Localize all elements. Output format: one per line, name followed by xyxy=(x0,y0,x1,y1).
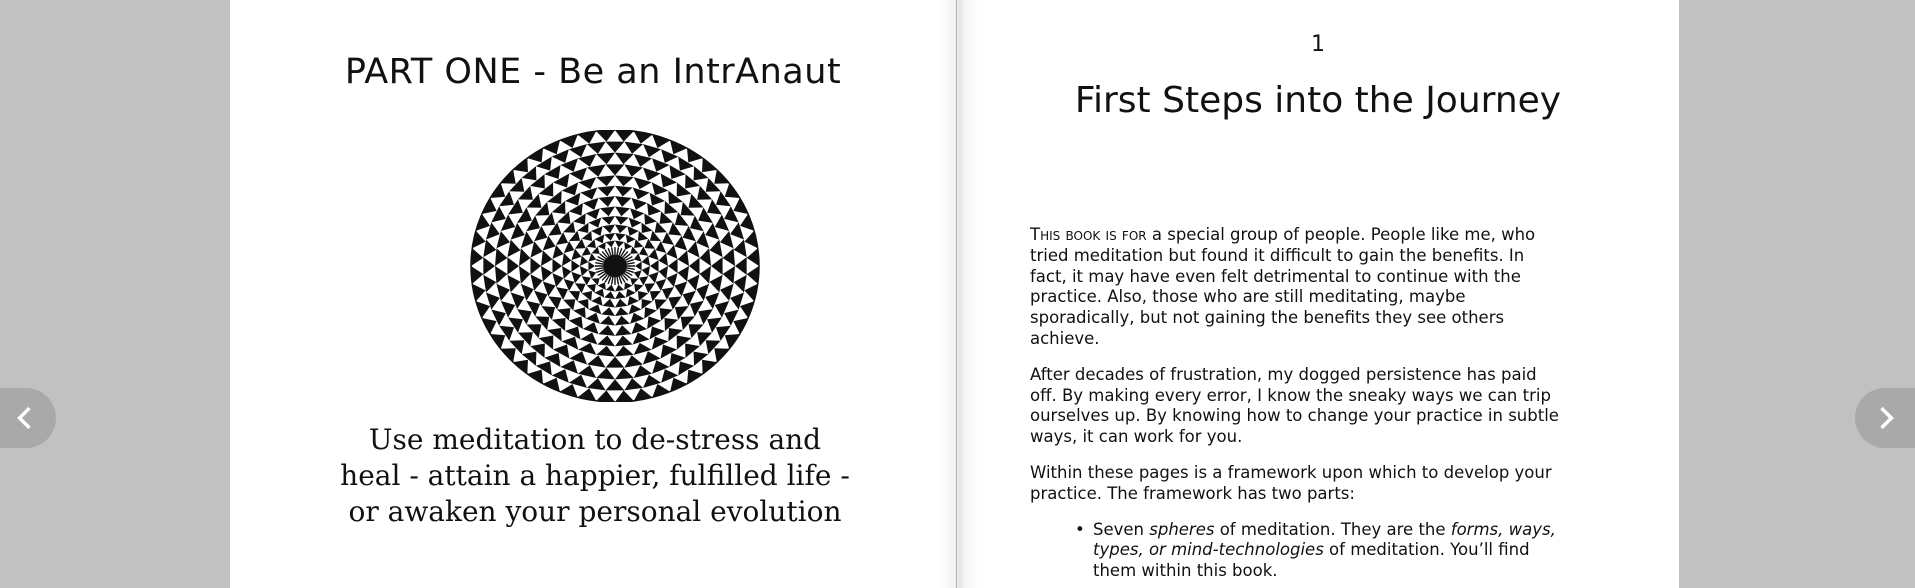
chapter-body xyxy=(1030,225,1562,582)
list-item xyxy=(1093,520,1562,582)
paragraph-3: Within these pages is a framework upon which to develop your practice. The framework has two parts: xyxy=(1030,462,1552,503)
list-item-text: of meditation. They are the xyxy=(1214,519,1451,539)
chevron-left-icon xyxy=(12,405,38,431)
list-item-text: of meditation. You’ll find them within this book. xyxy=(1093,540,1530,581)
paragraph-1 xyxy=(1030,225,1562,350)
list-item-emphasis: forms, ways, types, or mind-technologies xyxy=(1093,519,1556,560)
right-page xyxy=(957,0,1679,588)
list-item-text: Seven xyxy=(1093,519,1150,539)
framework-list xyxy=(1030,520,1562,582)
part-title: PART ONE - Be an IntrAnaut xyxy=(344,52,842,92)
next-page-button[interactable] xyxy=(1855,388,1915,448)
left-page xyxy=(230,0,956,588)
list-item-emphasis: spheres xyxy=(1149,519,1215,539)
geometric-mandala-icon xyxy=(470,130,760,402)
previous-page-button[interactable] xyxy=(0,388,56,448)
lead-in-smallcaps: This book is for xyxy=(1030,225,1147,244)
page-number: 1 xyxy=(1311,32,1325,57)
part-subtitle: Use meditation to de-stress and heal - attain a happier, fulfilled life - or awaken your personal evolution xyxy=(340,423,850,528)
chapter-title: First Steps into the Journey xyxy=(1074,80,1562,121)
chevron-right-icon xyxy=(1873,405,1899,431)
paragraph-2: After decades of frustration, my dogged persistence has paid off. By making every error, I know the sneaky ways we can trip ourselves up. By knowing how to change your practice in subtle ways, it can work for you. xyxy=(1030,364,1559,447)
paragraph-1-text: a special group of people. People like me, who tried meditation but found it difficult to gain the benefits. In fact, it may have even felt detrimental to continue with the practice. Also, those who are still meditating, maybe sporadically, but not gaining the benefits they see others achieve. xyxy=(1030,225,1536,348)
